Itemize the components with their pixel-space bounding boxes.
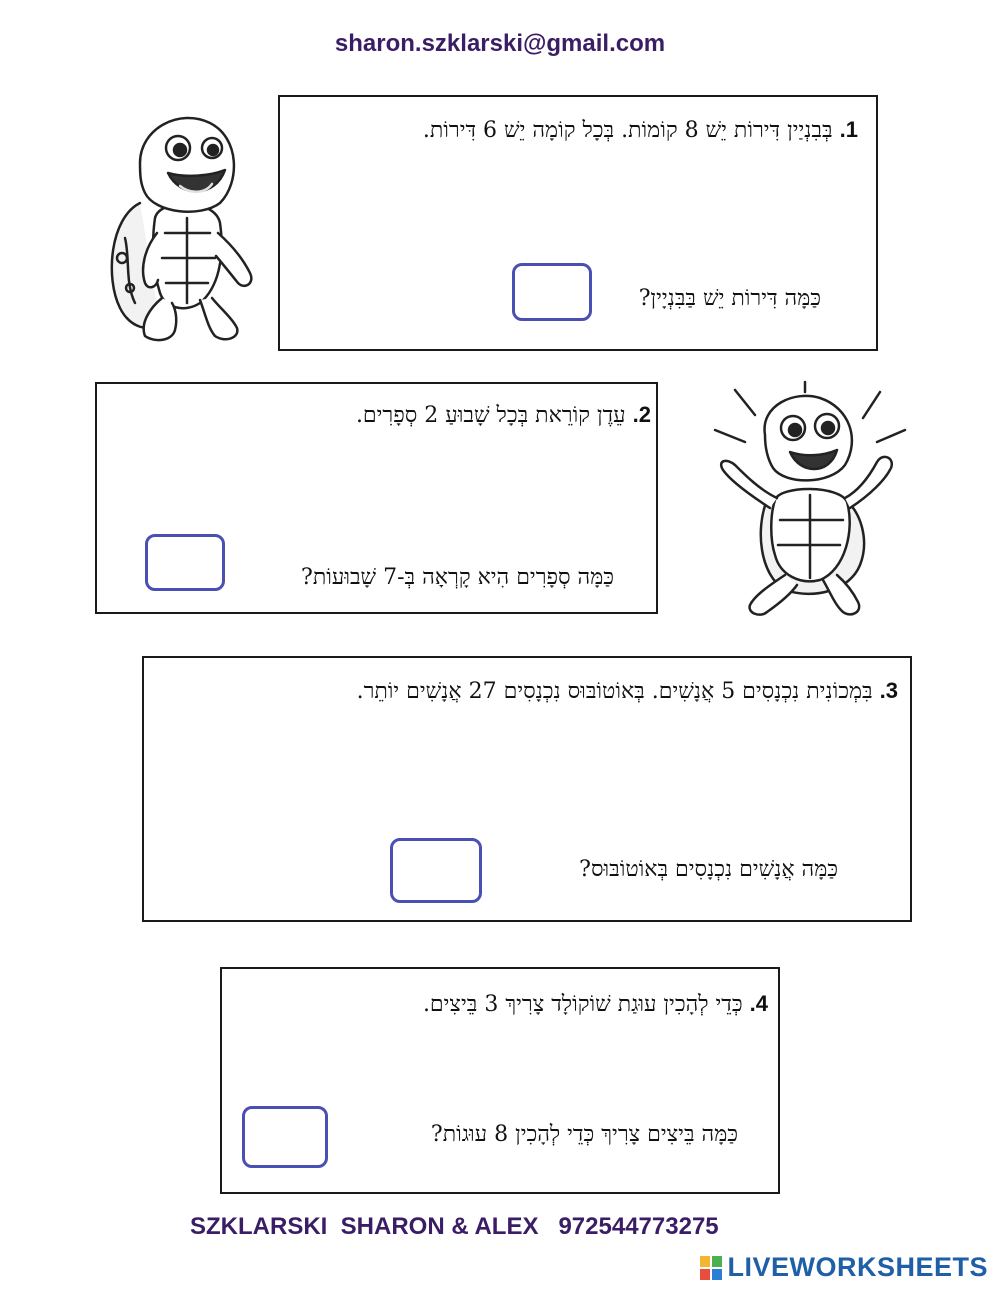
answer-input-1[interactable] [515, 266, 593, 320]
question-1-prompt: כַּמָּה דִּירוֹת יֵשׁ בַּבִּנְיָין? [638, 286, 821, 311]
question-1-statement: 1. בְּבִנְיַין דִּירוֹת יֵשׁ 8 קוֹמוֹת. בְּכָל קוֹמָה יֵשׁ 6 דִּירוֹת. [422, 117, 858, 143]
question-2-statement: 2. עֵדֶן קוֹרֵאת בְּכָל שָׁבוּעַ 2 סְפָרִים. [355, 402, 651, 428]
turtle-jumping-icon [705, 380, 915, 630]
answer-box-3[interactable] [390, 838, 482, 903]
question-4-prompt: כַּמָּה בֵּיצִים צָרִיךְ כְּדֵי לְהָכִין 8 עוּגוֹת? [430, 1122, 738, 1147]
liveworksheets-brand[interactable] [699, 1252, 988, 1283]
answer-input-2[interactable] [148, 537, 226, 590]
liveworksheets-brand-text: LIVEWORKSHEETS [727, 1252, 988, 1282]
answer-input-3[interactable] [393, 841, 483, 902]
question-3-prompt: כַּמָּה אֲנָשִׁים נִכְנָסִים בְּאוֹטוֹבּוּס? [579, 857, 838, 882]
question-2-prompt: כַּמָּה סְפָרִים הִיא קָרְאָה בְּ-7 שָׁבוּעוֹת? [301, 565, 614, 590]
answer-input-4[interactable] [245, 1109, 329, 1167]
author-credit: SZKLARSKI SHARON & ALEX 972544773275 [190, 1213, 719, 1240]
answer-box-1[interactable] [512, 263, 592, 321]
answer-box-2[interactable] [145, 534, 225, 591]
liveworksheets-logo-icon [699, 1255, 723, 1281]
question-2-box [95, 382, 658, 614]
question-4-statement: 4. כְּדֵי לְהָכִין עוּגַת שׁוֹקוֹלָד צָרִיךְ 3 בֵּיצִים. [422, 991, 768, 1017]
question-4-box [220, 967, 780, 1194]
turtle-standing-icon [100, 108, 265, 348]
question-3-statement: 3. בִּמְכוֹנִית נִכְנָסִים 5 אֲנָשִׁים. בְּאוֹטוֹבּוּס נִכְנָסִים 27 אֲנָשִׁים יוֹתֵר. [356, 678, 898, 704]
author-email: sharon.szklarski@gmail.com [334, 30, 666, 57]
question-3-box [142, 656, 912, 922]
answer-box-4[interactable] [242, 1106, 328, 1168]
question-1-box [278, 95, 878, 351]
